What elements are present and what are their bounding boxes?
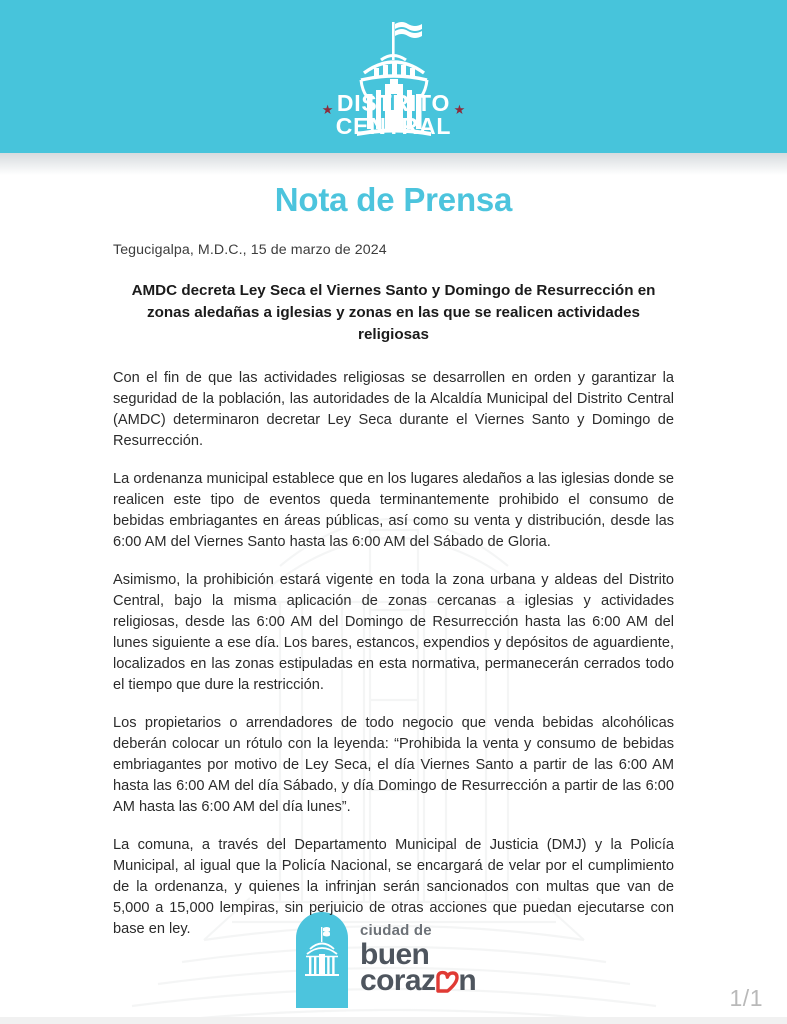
logo-text-line2: CENTRAL bbox=[335, 113, 452, 140]
bottom-edge-strip bbox=[0, 1017, 787, 1024]
page-number: 1/1 bbox=[729, 985, 763, 1011]
body-paragraph: Asimismo, la prohibición estará vigente en toda la zona urbana y aldeas del Distrito Central, bajo la misma aplicación de zonas cercanas a iglesias y actividades religiosas, desde las 6:00 AM del Domingo de Resurrección hasta las 6:00 AM del lunes siguiente a ese día. Los bares, estancos, expendios y depósitos de aguardiente, localizados en las zonas estipuladas en esta normativa, permanecerán cerrados todo el tiempo que dure la restricción. bbox=[113, 572, 674, 694]
headline: AMDC decreta Ley Seca el Viernes Santo y Domingo de Resurrección en zonas aledañas a iglesias y zonas en las que se realicen actividades religiosas bbox=[131, 282, 656, 344]
body-paragraph: Los propietarios o arrendadores de todo negocio que venda bebidas alcohólicas deberán colocar un rótulo con la leyenda: “Prohibida la venta y consumo de bebidas embriagantes por motivo de Ley Seca, el día Viernes Santo a partir de las 6:00 AM hasta las 6:00 AM del día Sábado, y día Domingo de Resurrección a partir de las 6:00 AM hasta las 6:00 AM del día lunes”. bbox=[113, 715, 674, 816]
body-paragraph: La ordenanza municipal establece que en los lugares aledaños a las iglesias donde se realicen este tipo de eventos queda terminantemente prohibido el consumo de bebidas embriagantes en áreas públicas, así como su venta y distribución, desde las 6:00 AM del Viernes Santo hasta las 6:00 AM del Sábado de Gloria. bbox=[113, 471, 674, 551]
logo-text-line1: DISTRITO bbox=[336, 90, 451, 116]
page-title: Nota de Prensa bbox=[274, 181, 513, 218]
body-paragraph: Con el fin de que las actividades religiosas se desarrollen en orden y garantizar la seguridad de la población, las autoridades de la Alcaldía Municipal del Distrito Central (AMDC) determinaron decretar Ley Seca durante el Viernes Santo y Domingo de Resurrección. bbox=[113, 370, 674, 450]
logo-buen: buen bbox=[360, 938, 430, 971]
logo-corazon-pre: coraz bbox=[360, 964, 436, 997]
star-left-icon: ★ bbox=[321, 102, 334, 117]
document-content bbox=[113, 160, 674, 955]
header-band bbox=[0, 0, 787, 153]
star-right-icon: ★ bbox=[453, 102, 466, 117]
body-paragraph: La comuna, a través del Departamento Municipal de Justicia (DMJ) y la Policía Municipal, al igual que la Policía Nacional, se encargará de velar por el cumplimiento de la ordenanza, y quienes la infrinjan serán sancionados con multas que van de 5,000 a 15,000 lempiras, sin perjuicio de otras acciones que puedan ejecutarse con base en ley. bbox=[113, 837, 674, 938]
dateline: Tegucigalpa, M.D.C., 15 de marzo de 2024 bbox=[113, 242, 387, 259]
heart-icon bbox=[434, 970, 459, 994]
logo-ciudad-de: ciudad de bbox=[360, 922, 432, 939]
logo-corazon-post: n bbox=[458, 964, 477, 997]
logo-corazon bbox=[360, 966, 476, 996]
